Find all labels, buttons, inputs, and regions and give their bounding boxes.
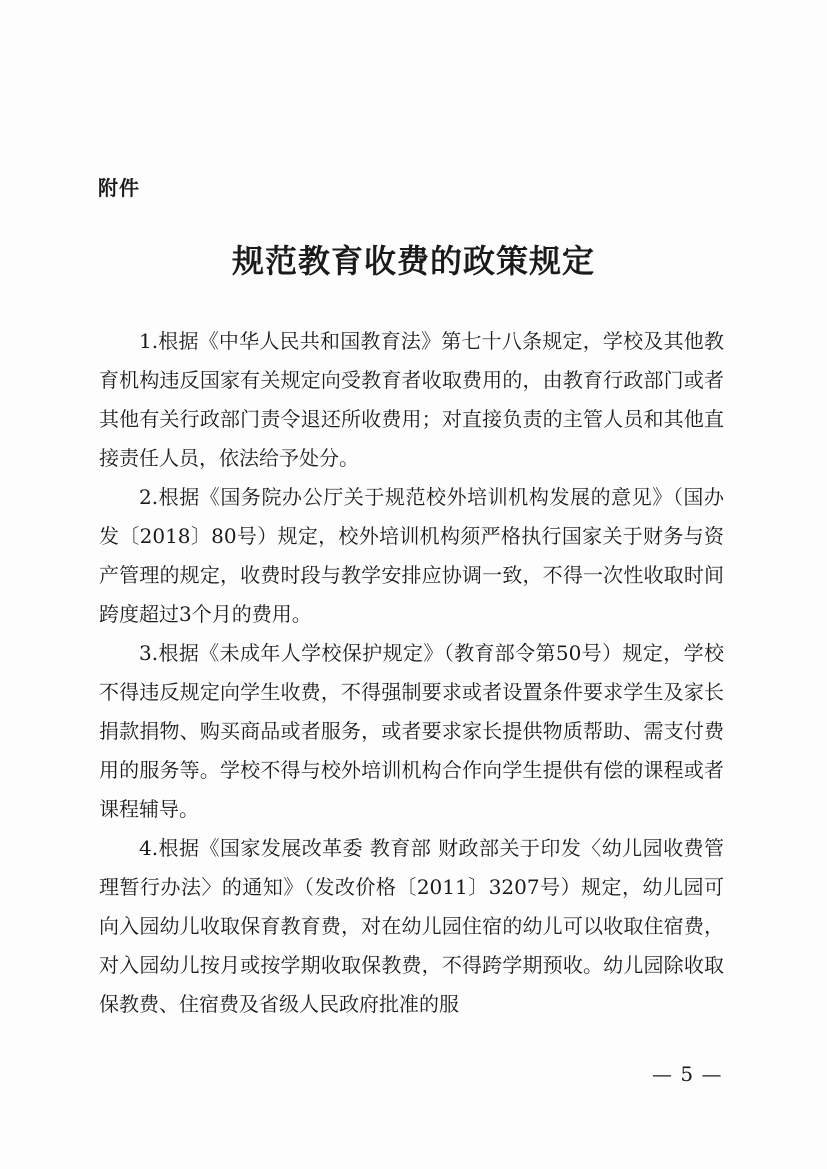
attachment-label: 附件 bbox=[98, 176, 140, 200]
document-body bbox=[99, 322, 724, 1024]
document-title: 规范教育收费的政策规定 bbox=[231, 242, 595, 280]
paragraph-4: 4.根据《国家发展改革委 教育部 财政部关于印发〈幼儿园收费管理暂行办法〉的通知》（发改价格〔2011〕3207号）规定，幼儿园可向入园幼儿收取保育教育费，对在幼儿园住宿的幼儿可以收取住宿费，对入园幼儿按月或按学期收取保教费，不得跨学期预收。幼儿园除收取保教费、住宿费及省级人民政府批准的服 bbox=[99, 836, 724, 1016]
page-number: — 5 — bbox=[652, 1062, 723, 1086]
paragraph-3: 3.根据《未成年人学校保护规定》（教育部令第50号）规定，学校不得违反规定向学生收费，不得强制要求或者设置条件要求学生及家长捐款捐物、购买商品或者服务，或者要求家长提供物质帮助、需支付费用的服务等。学校不得与校外培训机构合作向学生提供有偿的课程或者课程辅导。 bbox=[99, 641, 724, 821]
paragraph-1: 1.根据《中华人民共和国教育法》第七十八条规定，学校及其他教育机构违反国家有关规定向受教育者收取费用的，由教育行政部门或者其他有关行政部门责令退还所收费用；对直接负责的主管人员和其他直接责任人员，依法给予处分。 bbox=[99, 329, 724, 470]
paragraph-2: 2.根据《国务院办公厅关于规范校外培训机构发展的意见》（国办发〔2018〕80号）规定，校外培训机构须严格执行国家关于财务与资产管理的规定，收费时段与教学安排应协调一致，不得一次性收取时间跨度超过3个月的费用。 bbox=[99, 485, 724, 626]
